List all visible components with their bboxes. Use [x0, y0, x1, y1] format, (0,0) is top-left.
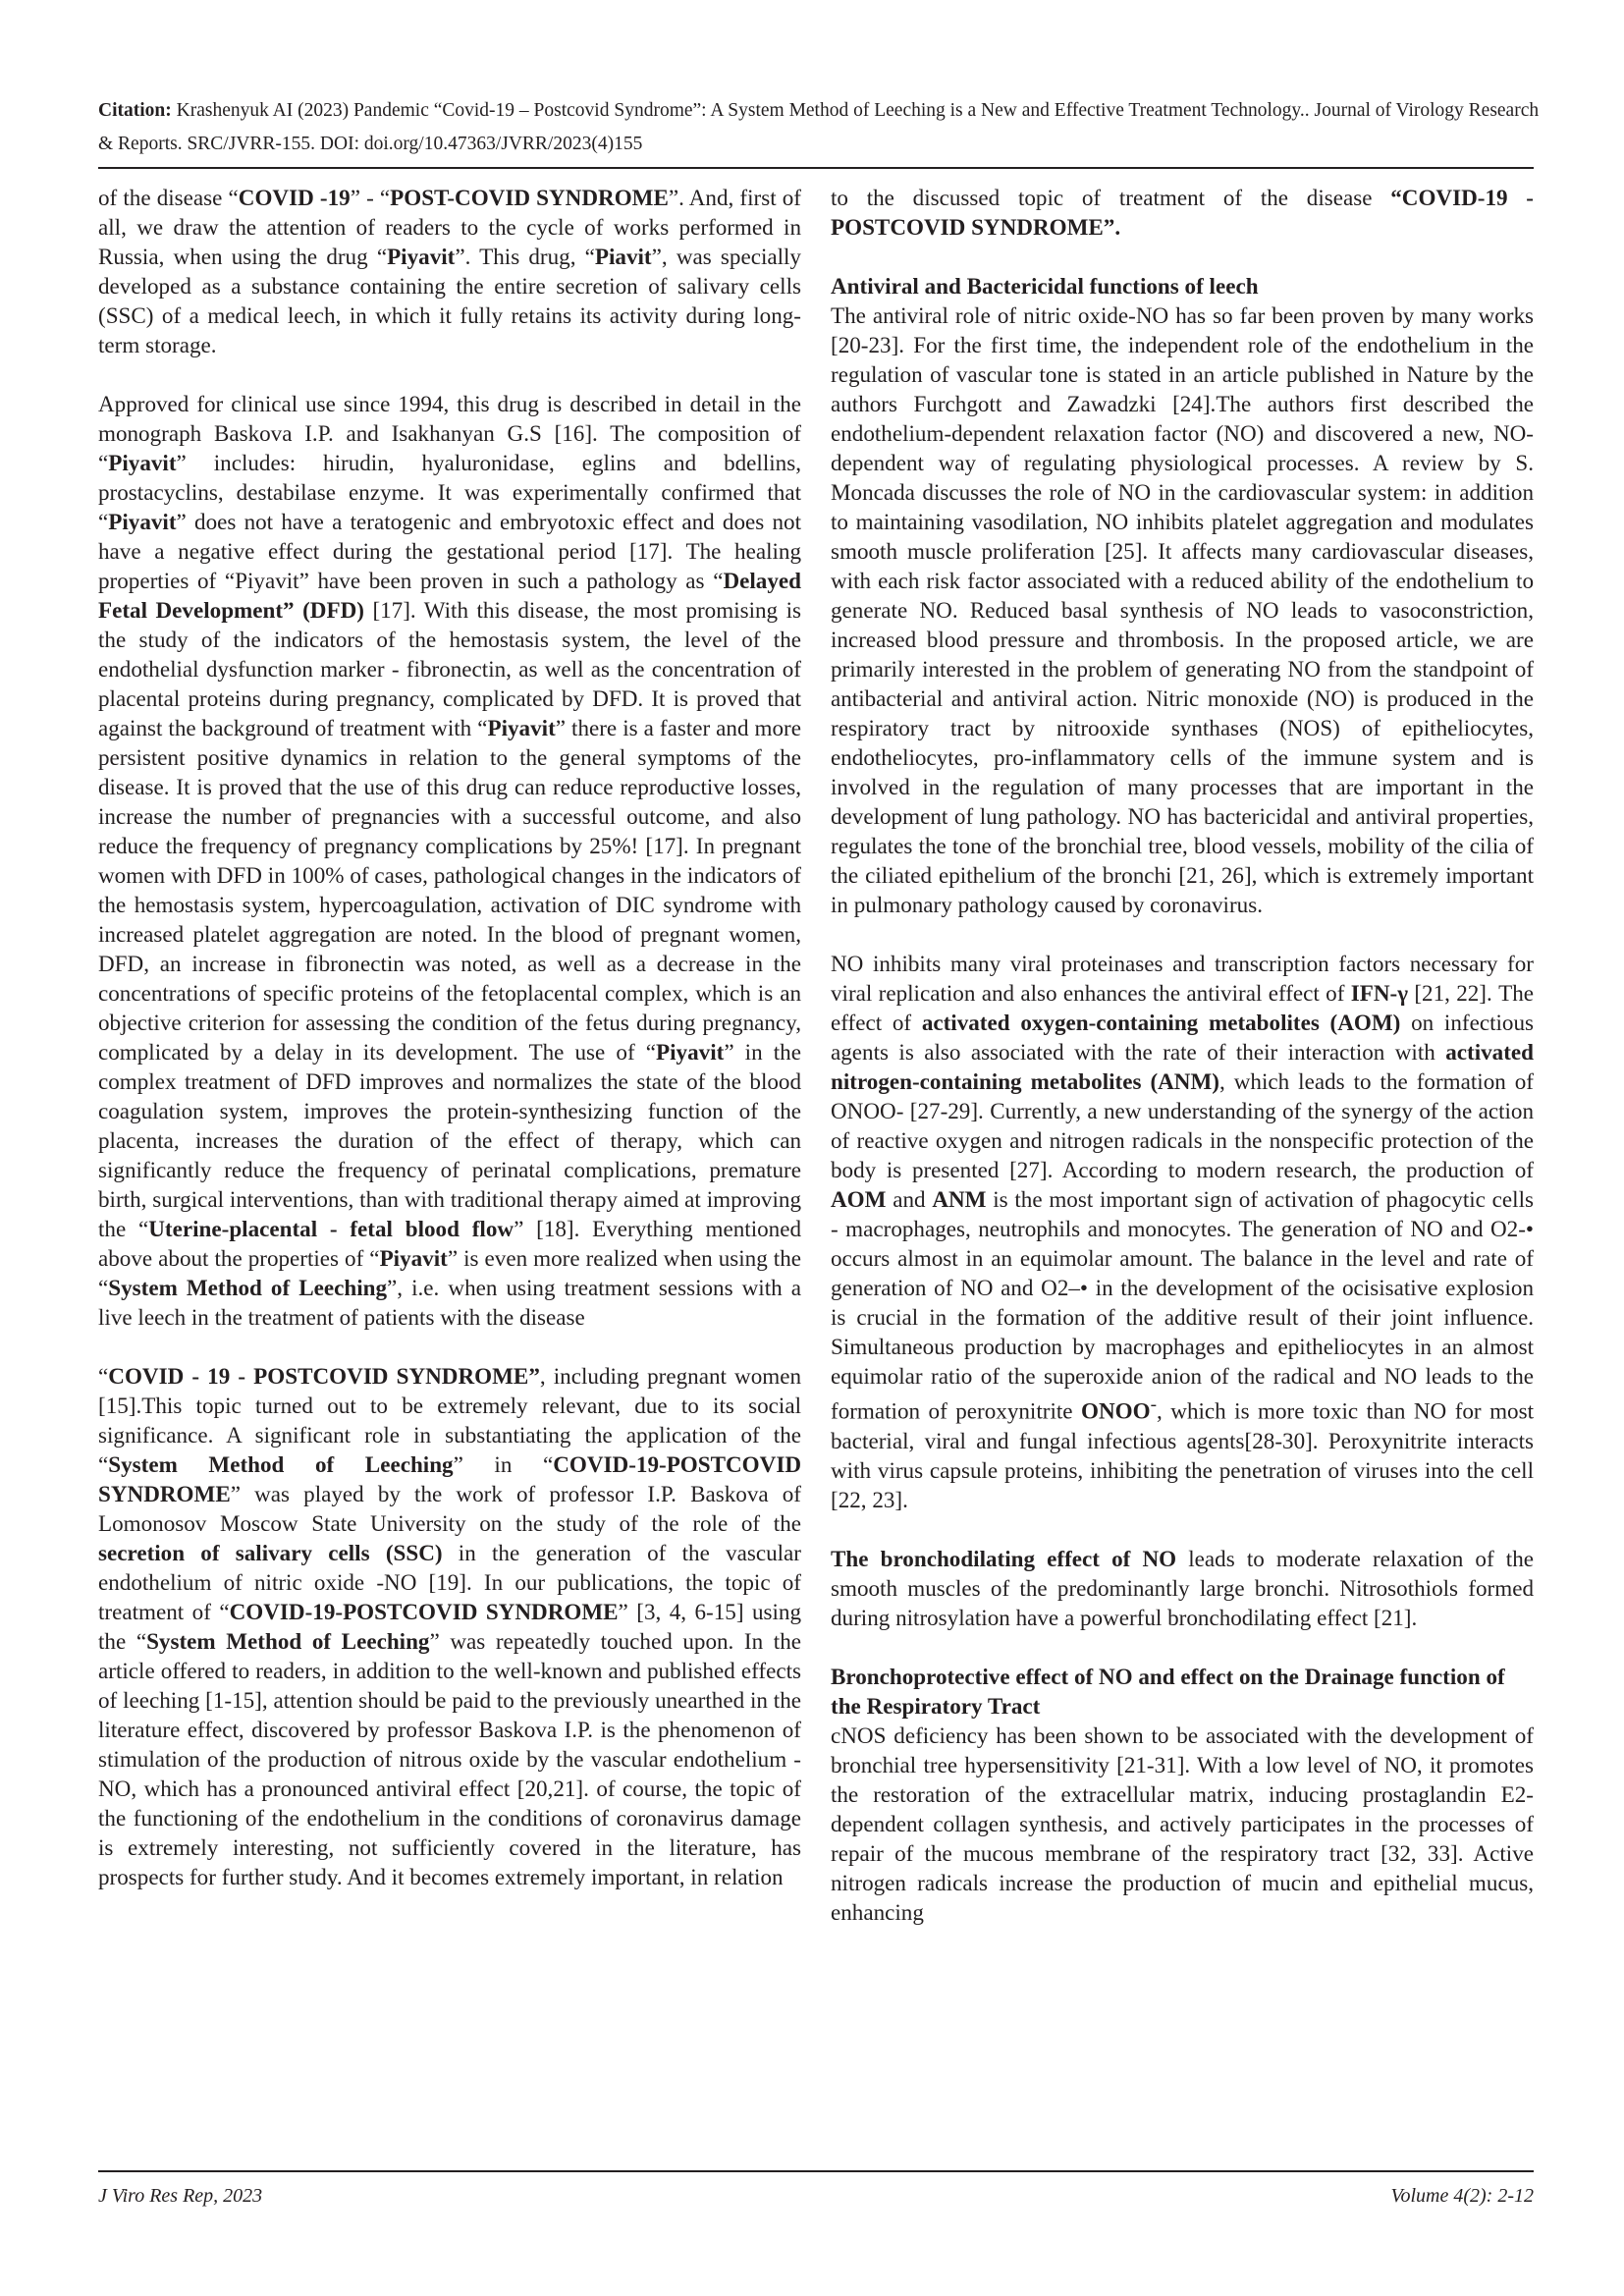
bold-term: activated nitrogen-containing metabolites (ANM) — [831, 1039, 1534, 1094]
footer-rule — [98, 2170, 1534, 2172]
bold-term: POST-COVID SYNDROME — [390, 185, 669, 210]
footer-volume: Volume 4(2): 2-12 — [1390, 2185, 1534, 2207]
paragraph: “COVID - 19 - POSTCOVID SYNDROME”, including pregnant women [15].This topic turned out to be extremely relevant, due to its social significance. A significant role in substantiating the application of the “System Method of Leeching” in “COVID-19-POSTCOVID SYNDROME” was played by the work of professor I.P. Baskova of Lomonosov Moscow State University on the study of the role of the secretion of salivary cells (SSC) in the generation of the vascular endothelium of nitric oxide -NO [19]. In our publications, the topic of treatment of “COVID-19-POSTCOVID SYNDROME” [3, 4, 6-15] using the “System Method of Leeching” was repeatedly touched upon. In the article offered to readers, in addition to the well-known and published effects of leeching [1-15], attention should be paid to the previously unearthed in the literature effect, discovered by professor Baskova I.P. is the phenomenon of stimulation of the production of nitrous oxide by the vascular endothelium - NO, which has a pronounced antiviral effect [20,21]. of course, the topic of the functioning of the endothelium in the conditions of coronavirus damage is extremely interesting, not sufficiently covered in the literature, has prospects for further study. And it becomes extremely important, in relation — [98, 1363, 802, 1889]
citation-label: Citation: — [98, 100, 172, 121]
bold-term: Piyavit — [108, 450, 177, 475]
bold-term: COVID - 19 - POSTCOVID SYNDROME” — [108, 1363, 540, 1389]
bold-term: System Method of Leeching — [108, 1451, 454, 1477]
paragraph: of the disease “COVID -19” - “POST-COVID SYNDROME”. And, first of all, we draw the attention of readers to the cycle of works performed in Russia, when using the drug “Piyavit”. This drug, “Piavit”, was specially developed as a substance containing the entire secretion of salivary cells (SSC) of a medical leech, in which it fully retains its activity during long-term storage. — [98, 185, 801, 357]
paragraph: NO inhibits many viral proteinases and transcription factors necessary for viral replication and also enhances the antiviral effect of IFN-γ [21, 22]. The effect of activated oxygen-containing metabolites (AOM) on infectious agents is also associated with the rate of their interaction with activated nitrogen-containing metabolites (ANM), which leads to the formation of ONOO- [27-29]. Currently, a new understanding of the synergy of the action of reactive oxygen and nitrogen radicals in the nonspecific protection of the body is presented [27]. According to modern research, the production of AOM and ANM is the most important sign of activation of phagocytic cells - macrophages, neutrophils and monocytes. The generation of NO and O2-• occurs almost in an equimolar amount. The balance in the level and rate of generation of NO and O2–• in the development of the ocisisative explosion is crucial in the formation of the additive result of their joint influence. Simultaneous production by macrophages and epitheliocytes in an almost equimolar ratio of the superoxide anion of the radical and NO leads to the formation of peroxynitrite ONOO-, which is more toxic than NO for most bacterial, viral and fungal infectious agents[28-30]. Peroxynitrite interacts with virus capsule proteins, inhibiting the penetration of viruses into the cell [22, 23]. — [831, 951, 1535, 1512]
paragraph: Approved for clinical use since 1994, this drug is described in detail in the monograph Baskova I.P. and Isakhanyan G.S [16]. The composition of “Piyavit” includes: hirudin, hyaluronidase, eglins and bdellins, prostacyclins, destabilase enzyme. It was experimentally confirmed that “Piyavit” does not have a teratogenic and embryotoxic effect and does not have a negative effect during the gestational period [17]. The healing properties of “Piyavit” have been proven in such a pathology as “Delayed Fetal Development” (DFD) [17]. With this disease, the most promising is the study of the indicators of the hemostasis system, the level of the endothelial dysfunction marker - fibronectin, as well as the concentration of placental proteins during pregnancy, complicated by DFD. It is proved that against the background of treatment with “Piyavit” there is a faster and more persistent positive dynamics in relation to the general symptoms of the disease. It is proved that the use of this drug can reduce reproductive losses, increase the number of pregnancies with a successful outcome, and also reduce the frequency of pregnancy complications by 25%! [17]. In pregnant women with DFD in 100% of cases, pathological changes in the indicators of the hemostasis system, hypercoagulation, activation of DIC syndrome with increased platelet aggregation are noted. In the blood of pregnant women, DFD, an increase in fibronectin was noted, as well as a decrease in the concentrations of specific proteins of the fetoplacental complex, which is an objective criterion for assessing the condition of the fetus during pregnancy, complicated by a delay in its development. The use of “Piyavit” in the complex treatment of DFD improves and normalizes the state of the blood coagulation system, improves the protein-synthesizing function of the placenta, increases the duration of the effect of therapy, which can significantly reduce the frequency of perinatal complications, premature birth, surgical interventions, than with traditional therapy aimed at improving the “Uterine-placental - fetal blood flow” [18]. Everything mentioned above about the properties of “Piyavit” is even more realized when using the “System Method of Leeching”, i.e. when using treatment sessions with a live leech in the treatment of patients with the disease — [98, 391, 802, 1330]
bold-term: Piyavit — [387, 244, 456, 269]
bold-term: AOM — [831, 1186, 887, 1212]
superscript: - — [1150, 1394, 1158, 1415]
paragraph: The antiviral role of nitric oxide-NO has so far been proven by many works [20-23]. For the first time, the independent role of the endothelium in the regulation of vascular tone is stated in an article published in Nature by the authors Furchgott and Zawadzki [24].The authors first described the endothelium-dependent relaxation factor (NO) and discovered a new, NO-dependent way of regulating physiological processes. A review by S. Moncada discusses the role of NO in the cardiovascular system: in addition to maintaining vasodilation, NO inhibits platelet aggregation and modulates smooth muscle proliferation [25]. It affects many cardiovascular diseases, with each risk factor associated with a reduced ability of the endothelium to generate NO. Reduced basal synthesis of NO leads to vasoconstriction, increased blood pressure and thrombosis. In the proposed article, we are primarily interested in the problem of generating NO from the standpoint of antibacterial and antiviral action. Nitric monoxide (NO) is produced in the respiratory tract by nitrooxide synthases (NOS) of epitheliocytes, endotheliocytes, pro-inflammatory cells of the immune system and is involved in the regulation of many processes that are important in the development of lung pathology. NO has bactericidal and antiviral properties, regulates the tone of the bronchial tree, blood vessels, mobility of the cilia of the ciliated epithelium of the bronchi [21, 26], which is extremely important in pulmonary pathology caused by coronavirus. — [831, 302, 1534, 917]
bold-term: Piyavit — [656, 1039, 725, 1065]
bold-term: The bronchodilating effect of NO — [831, 1545, 1177, 1571]
left-column — [98, 183, 801, 1891]
paragraph: to the discussed topic of treatment of the disease “COVID-19 - POSTCOVID SYNDROME”. — [831, 185, 1534, 240]
citation — [98, 94, 1551, 161]
bold-term: COVID -19 — [238, 185, 351, 210]
bold-term: System Method of Leeching — [108, 1275, 388, 1300]
paragraph: cNOS deficiency has been shown to be associated with the development of bronchial tree hypersensitivity [21-31]. With a low level of NO, it promotes the restoration of the extracellular matrix, inducing prostaglandin E2-dependent collagen synthesis, and actively participates in the processes of repair of the mucous membrane of the respiratory tract [32, 33]. Active nitrogen radicals increase the production of mucin and epithelial mucus, enhancing — [831, 1722, 1534, 1925]
bold-term: Piyavit — [379, 1245, 448, 1271]
bold-term: Piavit — [594, 244, 652, 269]
bold-term: ONOO — [1081, 1397, 1151, 1424]
bold-term: activated oxygen-containing metabolites (AOM) — [921, 1010, 1401, 1035]
right-column — [831, 183, 1534, 1927]
bold-term: IFN-γ — [1350, 980, 1408, 1006]
bold-term: Delayed Fetal Development” (DFD) — [98, 568, 801, 623]
bold-term: COVID-19-POSTCOVID SYNDROME — [229, 1599, 619, 1624]
bold-term: COVID-19-POSTCOVID SYNDROME — [98, 1451, 801, 1506]
bold-term: Piyavit — [108, 509, 177, 534]
bold-term: ANM — [932, 1186, 987, 1212]
header-rule — [98, 167, 1534, 169]
bold-term: Piyavit — [487, 715, 556, 740]
citation-text: Krashenyuk AI (2023) Pandemic “Covid-19 – Postcovid Syndrome”: A System Method of Leeching is a New and Effective Treatment Technology.. Journal of Virology Research & Reports. SRC/JVRR-155. DOI: doi.org/10.47363/JVRR/2023(4)155 — [98, 100, 1540, 154]
section-heading: Bronchoprotective effect of NO and effect on the Drainage function of the Respiratory Tract — [831, 1663, 1505, 1719]
bold-term: System Method of Leeching — [146, 1628, 430, 1654]
paragraph: The bronchodilating effect of NO leads to moderate relaxation of the smooth muscles of the predominantly large bronchi. Nitrosothiols formed during nitrosylation have a powerful bronchodilating effect [21]. — [831, 1545, 1535, 1630]
footer-journal: J Viro Res Rep, 2023 — [98, 2185, 263, 2207]
section-heading: Antiviral and Bactericidal functions of leech — [831, 273, 1259, 299]
bold-term: Uterine-placental - fetal blood flow — [148, 1216, 514, 1241]
bold-term: “COVID-19 - POSTCOVID SYNDROME”. — [831, 185, 1534, 240]
bold-term: secretion of salivary cells (SSC) — [98, 1540, 443, 1565]
